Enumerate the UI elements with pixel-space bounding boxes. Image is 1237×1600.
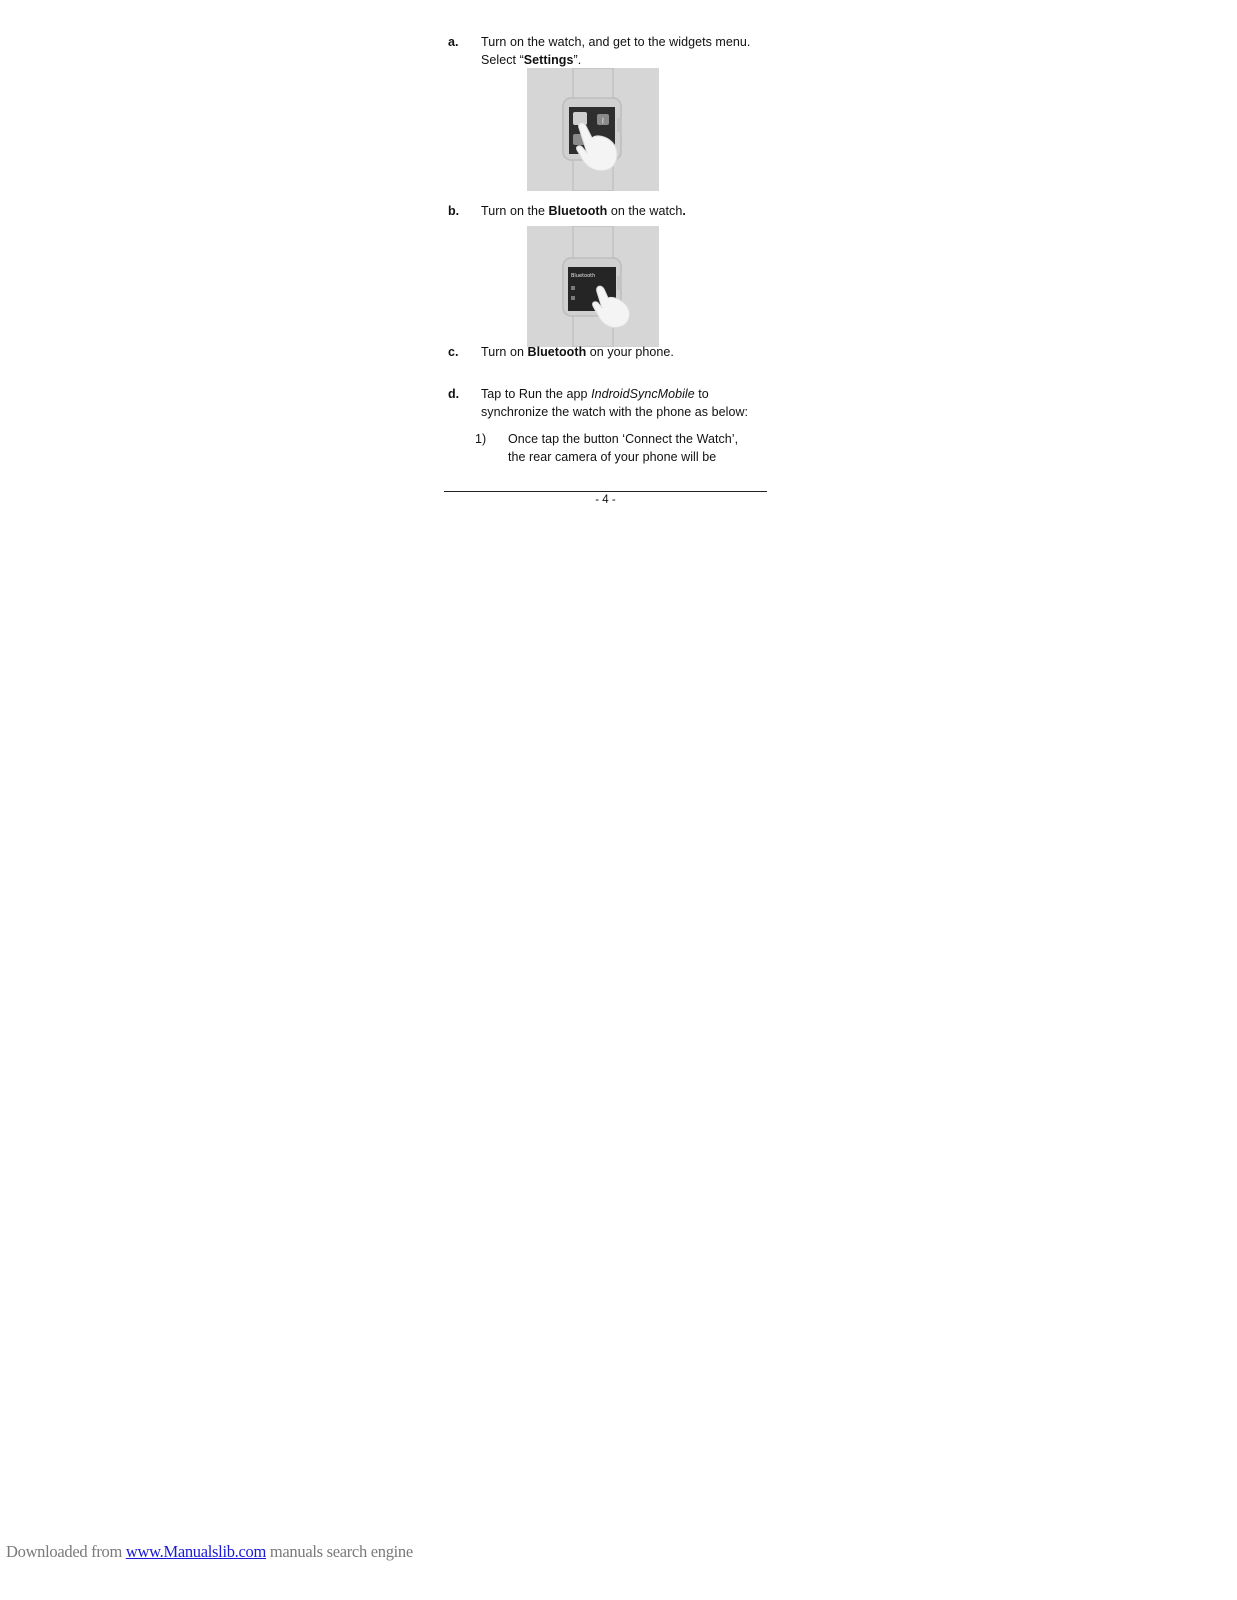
step-b-text: Turn on the Bluetooth on the watch. — [481, 204, 686, 218]
step-d-marker: d. — [448, 387, 460, 401]
bluetooth-keyword: Bluetooth — [548, 204, 608, 218]
bluetooth-screen-label: Bluetooth — [571, 273, 596, 279]
step-a-line1: Turn on the watch, and get to the widgets menu. — [481, 35, 751, 49]
step-c-text: Turn on Bluetooth on your phone. — [481, 345, 674, 359]
step-d-line1: Tap to Run the app IndroidSyncMobile to — [481, 387, 709, 401]
banner-prefix: Downloaded from — [6, 1542, 126, 1561]
substep-1-line2: the rear camera of your phone will be — [508, 449, 717, 464]
substep-1-line1: Once tap the button ‘Connect the Watch’, — [508, 432, 739, 446]
substep-1-marker: 1) — [475, 432, 487, 446]
page-number: - 4 - — [595, 494, 616, 506]
watch-settings-figure — [527, 68, 659, 191]
svg-text:ᛒ: ᛒ — [600, 117, 606, 125]
step-a-text — [481, 34, 781, 69]
manualslib-link[interactable]: www.Manualslib.com — [125, 1542, 267, 1561]
step-a-line2: Select “Settings”. — [481, 52, 582, 67]
app-name: IndroidSyncMobile — [591, 387, 695, 401]
step-b-marker: b. — [448, 204, 460, 218]
substep-1-text — [508, 431, 788, 466]
bluetooth-keyword-phone: Bluetooth — [527, 345, 587, 359]
step-a-marker: a. — [448, 35, 459, 49]
settings-keyword: Settings — [523, 52, 574, 67]
watch-bluetooth-figure — [527, 226, 659, 347]
download-banner — [6, 1542, 413, 1562]
footer-divider — [444, 491, 767, 492]
step-d-text — [481, 386, 781, 421]
step-c-marker: c. — [448, 345, 459, 359]
banner-suffix: manuals search engine — [266, 1542, 413, 1561]
step-d-line2: synchronize the watch with the phone as below: — [481, 404, 749, 419]
